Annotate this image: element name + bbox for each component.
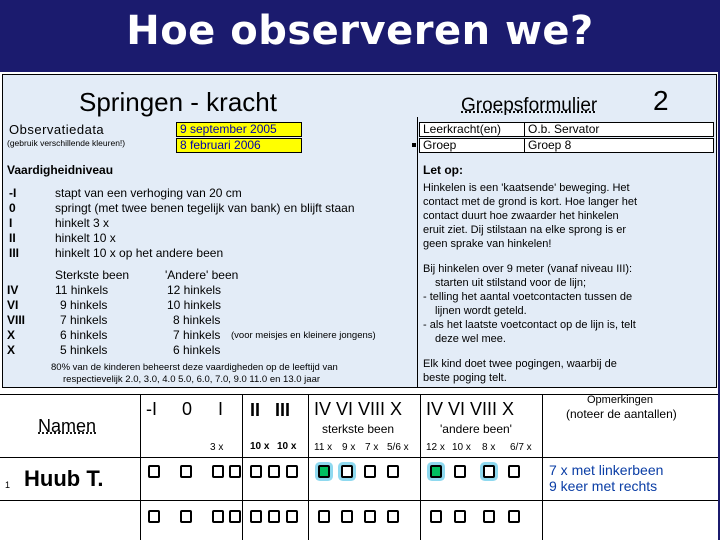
checkbox[interactable] xyxy=(341,510,353,523)
note-line: contact met de grond is kort. Hoe langer het xyxy=(423,196,638,208)
names-header: Namen xyxy=(38,416,97,436)
level-code: III xyxy=(9,246,20,260)
teacher-name: O.b. Servator xyxy=(528,122,600,136)
table-strong: 9 hinkels xyxy=(60,298,108,312)
level-text: springt (met twee benen tegelijk van bank) en blijft staan xyxy=(55,201,355,215)
observation-date-1[interactable]: 9 september 2005 xyxy=(176,122,302,137)
checkbox[interactable] xyxy=(286,510,298,523)
levels-footnote-line1: 80% van de kinderen beheerst deze vaardigheden op de leeftijd van xyxy=(51,362,338,373)
teacher-value[interactable] xyxy=(524,122,714,137)
checkbox[interactable] xyxy=(318,510,330,523)
grid-line xyxy=(0,457,718,458)
checkbox[interactable] xyxy=(180,510,192,523)
checkbox[interactable] xyxy=(268,465,280,478)
checkbox[interactable] xyxy=(341,465,353,478)
checkbox[interactable] xyxy=(364,510,376,523)
sub-other: 6/7 x xyxy=(510,442,532,453)
group-label: Groep xyxy=(419,138,525,153)
checkbox[interactable] xyxy=(454,465,466,478)
level-text: hinkelt 10 x xyxy=(55,231,116,245)
table-strong: 6 hinkels xyxy=(60,328,108,342)
sub-strong: 7 x xyxy=(365,442,379,453)
form-type-label: Groepsformulier xyxy=(461,95,598,116)
sub-strong: 11 x xyxy=(314,442,333,453)
grid-line xyxy=(0,500,718,501)
col-level-1: I xyxy=(218,399,224,419)
note-line: Hinkelen is een 'kaatsende' beweging. Het xyxy=(423,182,630,194)
table-code: X xyxy=(7,343,16,357)
table-other: 7 hinkels xyxy=(173,328,221,342)
sub-level-3: 10 x xyxy=(277,441,297,452)
other-leg-label: 'andere been' xyxy=(440,422,512,436)
table-code: VIII xyxy=(7,313,26,327)
table-strong: 7 hinkels xyxy=(60,313,108,327)
observation-form xyxy=(0,72,718,540)
sub-strong: 9 x xyxy=(342,442,356,453)
table-code: IV xyxy=(7,283,19,297)
note-line: Bij hinkelen over 9 meter (vanaf niveau III): xyxy=(423,263,633,275)
note-line: - als het laatste voetcontact op de lijn is, telt xyxy=(423,319,636,331)
remarks-subtitle: (noteer de aantallen) xyxy=(566,407,677,421)
level-text: hinkelt 3 x xyxy=(55,216,110,230)
note-line: deze wel mee. xyxy=(435,333,506,345)
table-code: VI xyxy=(7,298,19,312)
sub-strong: 5/6 x xyxy=(387,442,409,453)
table-other: 6 hinkels xyxy=(173,343,221,357)
checkbox[interactable] xyxy=(508,510,520,523)
other-leg-levels: IV VI VIII X xyxy=(426,399,515,419)
note-line: - telling het aantal voetcontacten tussen de xyxy=(423,291,633,303)
sub-level-2: 10 x xyxy=(250,441,270,452)
divider-marker xyxy=(412,143,416,147)
table-other: 12 hinkels xyxy=(167,283,222,297)
form-title: Springen - kracht xyxy=(79,87,277,117)
grid-line xyxy=(542,394,543,540)
checkbox[interactable] xyxy=(454,510,466,523)
table-strong: 11 hinkels xyxy=(55,283,109,297)
checkbox[interactable] xyxy=(250,510,262,523)
table-code: X xyxy=(7,328,16,342)
checkbox[interactable] xyxy=(364,465,376,478)
sub-other: 12 x xyxy=(426,442,445,453)
checkbox[interactable] xyxy=(180,465,192,478)
checkbox[interactable] xyxy=(148,465,160,478)
observation-date-2[interactable]: 8 februari 2006 xyxy=(176,138,302,153)
checkbox[interactable] xyxy=(229,510,241,523)
remark-line: 7 x met linkerbeen xyxy=(549,462,664,478)
table-other: 8 hinkels xyxy=(173,313,221,327)
note-line: beste poging telt. xyxy=(423,372,507,384)
grid-line xyxy=(140,394,141,540)
sub-other: 8 x xyxy=(482,442,496,453)
checkbox[interactable] xyxy=(286,465,298,478)
level-code: 0 xyxy=(9,201,16,215)
checkbox[interactable] xyxy=(268,510,280,523)
grid-line xyxy=(242,394,243,540)
form-type-number: 2 xyxy=(653,85,669,116)
checkbox[interactable] xyxy=(212,465,224,478)
checkbox[interactable] xyxy=(148,510,160,523)
checkbox-checked[interactable] xyxy=(430,465,442,478)
group-value[interactable]: Groep 8 xyxy=(524,138,714,153)
checkbox[interactable] xyxy=(430,510,442,523)
sub-level-1: 3 x xyxy=(210,442,224,453)
checkbox[interactable] xyxy=(387,510,399,523)
table-strong: 5 hinkels xyxy=(60,343,108,357)
levels-heading: Vaardigheidniveau xyxy=(7,163,114,177)
observation-note: (gebruik verschillende kleuren!) xyxy=(7,138,126,148)
student-name[interactable]: Huub T. xyxy=(24,466,104,491)
row-number: 1 xyxy=(5,480,11,490)
observation-label: Observatiedata xyxy=(9,122,105,137)
checkbox-checked[interactable] xyxy=(318,465,330,478)
strong-leg-label: sterkste been xyxy=(322,422,395,436)
checkbox[interactable] xyxy=(250,465,262,478)
level-code: II xyxy=(9,231,16,245)
notes-heading: Let op: xyxy=(423,163,463,177)
observation-grid xyxy=(0,394,718,540)
table-extra: (voor meisjes en kleinere jongens) xyxy=(231,330,376,341)
col-level-3: III xyxy=(275,400,291,420)
remarks-title: Opmerkingen xyxy=(587,394,654,406)
note-line: contact duurt hoe zwaarder het hinkelen xyxy=(423,210,619,222)
checkbox[interactable] xyxy=(483,465,495,478)
slide-title: Hoe observeren we? xyxy=(126,8,594,54)
note-line: starten uit stilstand voor de lijn; xyxy=(435,277,587,289)
col-level-2: II xyxy=(250,400,261,420)
col-level-minus1: -I xyxy=(146,399,157,419)
grid-line xyxy=(308,394,309,540)
checkbox[interactable] xyxy=(483,510,495,523)
checkbox[interactable] xyxy=(229,465,241,478)
level-code: I xyxy=(9,216,13,230)
note-line: geen sprake van hinkelen! xyxy=(423,238,552,250)
sub-other: 10 x xyxy=(452,442,471,453)
note-line: lijnen wordt geteld. xyxy=(435,305,527,317)
level-text: hinkelt 10 x op het andere been xyxy=(55,246,224,260)
strong-leg-levels: IV VI VIII X xyxy=(314,399,403,419)
grid-line xyxy=(420,394,421,540)
column-strong-leg: Sterkste been xyxy=(55,268,130,282)
info-divider xyxy=(417,117,418,387)
teacher-label: Leerkracht(en) xyxy=(419,122,525,137)
form-info-panel xyxy=(2,74,717,388)
note-line: eruit ziet. Dij stilstaan na elke sprong is er xyxy=(423,224,626,236)
note-line: Elk kind doet twee pogingen, waarbij de xyxy=(423,358,617,370)
checkbox[interactable] xyxy=(212,510,224,523)
col-level-0: 0 xyxy=(182,399,193,419)
level-code: -I xyxy=(9,186,17,200)
remark-line: 9 keer met rechts xyxy=(549,478,658,494)
column-other-leg: 'Andere' been xyxy=(165,268,239,282)
table-other: 10 hinkels xyxy=(167,298,222,312)
level-text: stapt van een verhoging van 20 cm xyxy=(55,186,242,200)
checkbox[interactable] xyxy=(387,465,399,478)
checkbox[interactable] xyxy=(508,465,520,478)
levels-footnote-line2: respectievelijk 2.0, 3.0, 4.0 5.0, 6.0, 7.0, 9.0 11.0 en 13.0 jaar xyxy=(63,374,321,385)
